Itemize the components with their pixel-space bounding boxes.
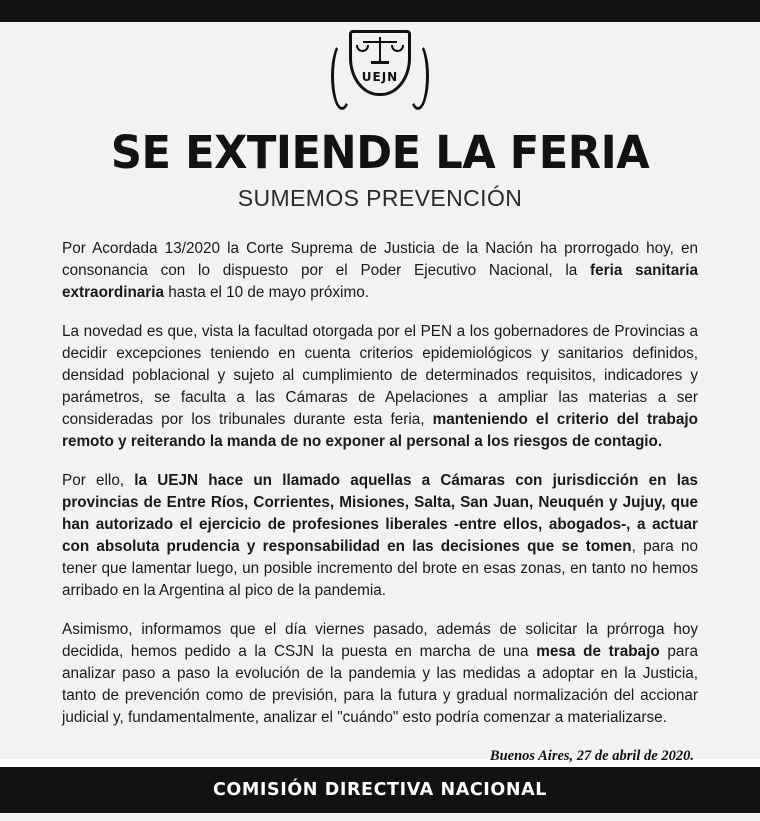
bottom-strip: [0, 813, 760, 821]
paragraph-2: [62, 321, 698, 453]
p4-text-1: Asimismo, informamos que el día viernes pasado, además de solicitar la prórroga hoy decidida, hemos pedido a la CSJN la puesta en marcha de una: [62, 621, 698, 661]
logo-acronym: UEJN: [361, 70, 399, 84]
scales-column-icon: [379, 37, 381, 63]
footer-bar: [0, 767, 760, 813]
footer-label: COMISIÓN DIRECTIVA NACIONAL: [212, 780, 548, 801]
headline-block: [0, 124, 760, 212]
p1-bold-1: feria sanitaria extraordinaria: [62, 262, 698, 302]
p3-text-1: Por ello,: [62, 472, 135, 490]
p1-text-1: Por Acordada 13/2020 la Corte Suprema de Justicia de la Nación ha prorrogado hoy, en consonancia con lo dispuesto por el Poder Ejecutivo Nacional, la: [62, 240, 698, 280]
crest-shield-icon: [349, 30, 411, 108]
uejn-logo: [334, 30, 426, 122]
page-subtitle: SUMEMOS PREVENCIÓN: [237, 185, 523, 211]
p2-text-1: La novedad es que, vista la facultad otorgada por el PEN a los gobernadores de Provincias a decidir excepciones teniendo en cuenta criterios epidemiológicos y sanitarios definidos, densidad poblacional y sujeto al cumplimiento de determinados requisitos, indicadores y parámetros, se faculta a las Cámaras de Apelaciones a ampliar las materias a ser consideradas por los tribunales durante esta feria,: [62, 323, 698, 429]
p3-bold-1: la UEJN hace un llamado aquellas a Cámaras con jurisdicción en las provincias de Entre Ríos, Corrientes, Misiones, Salta, San Juan, Neuquén y Jujuy, que han autorizado el ejercicio de profesiones liberales -entre ellos, abogados-, a actuar con absoluta prudencia y responsabilidad en las decisiones que se tomen: [62, 472, 698, 556]
paragraph-3: [62, 470, 698, 602]
top-black-bar: [0, 0, 760, 22]
signature-line: Buenos Aires, 27 de abril de 2020.: [489, 748, 694, 765]
p1-text-2: hasta el 10 de mayo próximo.: [164, 284, 369, 302]
p4-text-2: para analizar paso a paso la evolución de la pandemia y las medidas a adoptar en la Justicia, tanto de prevención como de previsión, para la futura y gradual normalización del accionar judicial y, fundamentalmente, analizar el "cuándo" esto podría comenzar a materializarse.: [62, 643, 698, 727]
p3-text-2: , para no tener que lamentar luego, un posible incremento del brote en esas zonas, en tanto no hemos arribado en la Argentina al pico de la pandemia.: [62, 538, 698, 600]
body-text: [0, 212, 760, 767]
scales-base-icon: [371, 61, 389, 64]
page-title: SE EXTIENDE LA FERIA: [110, 126, 650, 179]
paragraph-1: [62, 238, 698, 304]
p2-bold-1: manteniendo el criterio del trabajo remoto y reiterando la manda de no exponer al personal a los riesgos de contagio.: [62, 411, 699, 451]
p4-bold-1: mesa de trabajo: [536, 643, 660, 661]
logo-band: [0, 22, 760, 124]
paragraph-4: [62, 619, 698, 729]
